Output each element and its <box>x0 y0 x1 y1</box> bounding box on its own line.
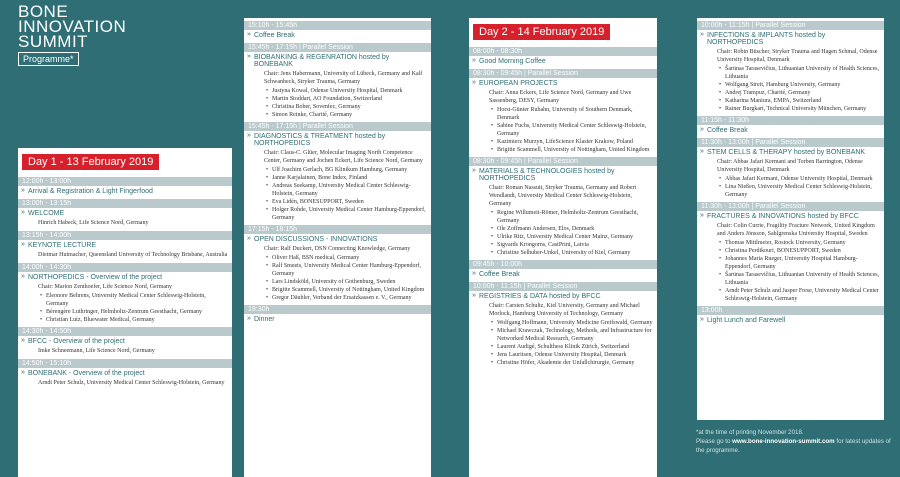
speaker: • Ulrike Ritz, University Medical Center Mainz, Germany <box>469 233 657 241</box>
session-title: » REGISTRIES & DATA hosted by BFCC <box>469 291 657 301</box>
speaker: • Šarūnas Tarasevičius, Lithuanian University of Health Sciences, Lithuania <box>697 65 884 81</box>
footer-note: *at the time of printing November 2018. <box>696 429 804 436</box>
session-title: » MATERIALS & TECHNOLOGIES hosted by NORTHOPEDICS <box>469 166 657 183</box>
speaker: • Ralf Smeets, University Medical Center Hamburg-Eppendorf, Germany <box>244 262 431 278</box>
speaker: • Kazimierz Murzyn, LifeScience Klaster Krakow, Poland <box>469 138 657 146</box>
session-title: » Arrival & Registration & Light Fingerfood <box>18 186 232 196</box>
speaker: • Andrej Trampuz, Charité, Germany <box>697 89 884 97</box>
speaker: • Wolfgang Hoffmann, University Medicine Greifswald, Germany <box>469 319 657 327</box>
speaker: • Holger Rohde, University Medical Center Hamburg-Eppendorf, Germany <box>244 206 431 222</box>
speaker: • Rainer Burgkart, Technical University München, Germany <box>697 105 884 113</box>
session-title: » STEM CELLS & THERAPY hosted by BONEBANK <box>697 147 884 157</box>
footer-pre: Please go to <box>696 438 733 445</box>
session-chair: Chair: Colin Currie, Fragility Fracture Network, United Kingdom and Anders Jönsson, Sahlgrenska University Hospital, Sweden <box>717 223 875 237</box>
session-chair: Dietmar Hutmacher, Queensland University of Technology Brisbane, Australia <box>38 252 228 258</box>
session-chair: Chair: Roman Nassutt, Stryker Trauma, Germany and Robert Wendlandt, University Medical Center Schleswig-Holstein, Germany <box>489 185 637 207</box>
session-title: » BIOBANKING & REGENRATION hosted by BONEBANK <box>244 52 431 69</box>
session-chair: Chair: Ralf Duckert, DSN Connecting Knowledge, Germany <box>264 246 411 252</box>
time-bar: 13:00h - 13:15h <box>18 199 232 208</box>
speaker: • Christian Lutz, Bluewater Medical, Germany <box>18 316 232 324</box>
session-chair: Chair: Claus-C. Glüer, Molecular Imaging North Competence Center, Germany and Jochen Eckert, Life Science Nord, Germany <box>264 150 423 164</box>
speaker: • Christine Selhuber-Unkel, University of Kiel, Germany <box>469 249 657 257</box>
time-bar: 17:15h - 18:15h <box>244 225 431 234</box>
time-bar: 13:00h <box>697 306 884 315</box>
speaker: • Thomas Mittlmeier, Rostock University, Germany <box>697 239 884 247</box>
brand-line-1: BONE <box>18 2 69 21</box>
speaker: • Regine Willumeit-Römer, Helmholtz-Zentrum Geesthacht, Germany <box>469 209 657 225</box>
programme-label: Programme* <box>18 52 79 66</box>
column-day1-cont <box>244 18 431 477</box>
footer-updates <box>696 437 896 455</box>
speaker: • Horst-Günter Rubahn, University of Southern Denmark, Denmark <box>469 106 657 122</box>
speaker: • Andreas Seekamp, University Medical Center Schleswig-Holstein, Germany <box>244 182 431 198</box>
session-chair: Imke Schneemann, Life Science Nord, Germany <box>38 348 155 354</box>
speaker: • Abbas Jafari Kermani, Odense University Hospital, Denmark <box>697 175 884 183</box>
session-chair: Hinrich Habeck, Life Science Nord, Germany <box>38 220 149 226</box>
footer <box>696 428 896 455</box>
time-bar: 08:30h - 09:45h | Parallel Session <box>469 69 657 78</box>
session-title: » NORTHOPEDICS - Overview of the project <box>18 272 232 282</box>
speaker: • Laurent Audigé, Schulthess Klinik Zürich, Switzerland <box>469 343 657 351</box>
speaker: • Oliver Haß, BSN medical, Germany <box>244 254 431 262</box>
session-title: » FRACTURES & INNOVATIONS hosted by BFCC <box>697 211 884 221</box>
session-title: » OPEN DISCUSSIONS - INNOVATIONS <box>244 234 431 244</box>
session-title: » BONEBANK - Overview of the project <box>18 368 232 378</box>
time-bar: 12:00h - 13:00h <box>18 177 232 186</box>
session-title: » BFCC - Overview of the project <box>18 336 232 346</box>
speaker: • Gregor Däubler, Verband der Ersatzkassen e. V., Germany <box>244 294 431 302</box>
brand-line-2: INNOVATION <box>18 17 127 36</box>
session-chair: Chair: Marion Zenthoefer, Life Science Nord, Germany <box>38 284 173 290</box>
session-title: » Good Morning Coffee <box>469 56 657 66</box>
website-link[interactable]: www.bone-innovation-summit.com <box>732 438 835 445</box>
speaker: • Jens Lauritsen, Odense University Hospital, Denmark <box>469 351 657 359</box>
session-title: » DIAGNOSTICS & TREATMENT hosted by NORTHOPEDICS <box>244 131 431 148</box>
speaker: • Christine Höfer, Akademie der Unfallchirurgie, Germany <box>469 359 657 367</box>
session-title: » Light Lunch and Farewell <box>697 315 884 325</box>
speaker: • Eva Lidén, BONESUPPORT, Sweden <box>244 198 431 206</box>
speaker: • Lina Nießen, University Medical Center Schleswig-Holstein, Germany <box>697 183 884 199</box>
session-chair: Chair: Carsten Schultz, Kiel University, Germany and Michael Morlock, Hamburg University of Technology, Germany <box>489 303 640 317</box>
speaker: • Bérengère Luthringer, Helmholtz-Zentrum Geesthacht, Germany <box>18 308 232 316</box>
column-day1 <box>18 148 232 477</box>
time-bar: 14:00h - 14:30h <box>18 263 232 272</box>
speaker: • Janne Karjalainen, Bone Index, Finland <box>244 174 431 182</box>
speaker: • Christina Perdikouri, BONESUPPORT, Sweden <box>697 247 884 255</box>
session-title: » KEYNOTE LECTURE <box>18 240 232 250</box>
speaker: • Ulf Joachim Gerlach, BG Klinikum Hamburg, Germany <box>244 166 431 174</box>
time-bar: 19:30h <box>244 305 431 314</box>
session-chair: Chair: Anna Eckers, Life Science Nord, Germany and Uwe Sassenberg, DESY, Germany <box>489 90 632 104</box>
speaker: • Šarūnas Tarasevičius, Lithuanian University of Health Sciences, Lithuania <box>697 271 884 287</box>
speaker: • Johannes Maria Rueger, University Hospital Hamburg-Eppendorf, Germany <box>697 255 884 271</box>
session-chair: Chair: Robin Büscher, Stryker Trauma and Hagen Schmal, Odense University Hospital, Denmark <box>717 49 878 63</box>
session-title: » Dinner <box>244 314 431 324</box>
session-title: » Coffee Break <box>244 30 431 40</box>
speaker: • Wolfgang Streit, Hamburg University, Germany <box>697 81 884 89</box>
speaker: • Lars Lindsköld, University of Gothenburg, Sweden <box>244 278 431 286</box>
speaker: • Arndt Peter Schulz and Jasper Frese, University Medical Center Schleswig-Holstein, Germany <box>697 287 884 303</box>
time-bar: 14:30h - 14:50h <box>18 327 232 336</box>
day-header: Day 2 - 14 February 2019 <box>473 24 610 40</box>
column-day2-cont <box>697 18 884 420</box>
day-header: Day 1 - 13 February 2019 <box>22 154 159 170</box>
time-bar: 14:50h - 15:10h <box>18 359 232 368</box>
speaker: • Brigitte Scammell, University of Nottingham, United Kingdom <box>244 286 431 294</box>
time-bar: 15:45h - 17:15h | Parallel Session <box>244 43 431 52</box>
session-title: » Coffee Break <box>697 125 884 135</box>
time-bar: 10:00h - 11:15h | Parallel Session <box>469 282 657 291</box>
time-bar: 09:45h - 10:00h <box>469 260 657 269</box>
time-bar: 11:30h - 13:00h | Parallel Session <box>697 138 884 147</box>
session-title: » INFECTIONS & IMPLANTS hosted by NORTHOPEDICS <box>697 30 884 47</box>
brand-line-3: SUMMIT <box>18 32 89 51</box>
session-title: » EUROPEAN PROJECTS <box>469 78 657 88</box>
time-bar: 10:00h - 11:15h | Parallel Session <box>697 21 884 30</box>
speaker: • Martin Stoddart, AO Foundation, Switzerland <box>244 95 431 103</box>
time-bar: 08:00h - 08:30h <box>469 47 657 56</box>
session-title: » WELCOME <box>18 208 232 218</box>
brand <box>18 4 126 67</box>
speaker: • Eleonore Behrens, University Medical Center Schleswig-Holstein, Germany <box>18 292 232 308</box>
time-bar: 15:45h - 17:15h | Parallel Session <box>244 122 431 131</box>
column-day2 <box>469 18 657 477</box>
time-bar: 11:15h - 11:30h <box>697 116 884 125</box>
speaker: • Ole Zoffmann Andersen, Elos, Denmark <box>469 225 657 233</box>
time-bar: 13:15h - 14:00h <box>18 231 232 240</box>
speaker: • Sabine Fuchs, University Medical Center Schleswig-Holstein, Germany <box>469 122 657 138</box>
footer-post: for latest updates of the programme. <box>696 438 891 454</box>
time-bar: 08:30h - 09:45h | Parallel Session <box>469 157 657 166</box>
speaker: • Katharina Maniura, EMPA, Switzerland <box>697 97 884 105</box>
time-bar: 11:30h - 13:00h | Parallel Session <box>697 202 884 211</box>
speaker: • Brigitte Scammell, University of Nottingham, United Kingdom <box>469 146 657 154</box>
session-chair: Arndt Peter Schulz, University Medical Center Schleswig-Holstein, Germany <box>38 380 225 386</box>
speaker: • Justyna Kowal, Odense University Hospital, Denmark <box>244 87 431 95</box>
speaker: • Christina Bober, Sovenfec, Germany <box>244 103 431 111</box>
speaker: • Sigvards Krongorns, CastPrint, Latvia <box>469 241 657 249</box>
session-title: » Coffee Break <box>469 269 657 279</box>
session-chair: Chair: Jens Habermann, University of Lübeck, Germany and Kalf Schwanbeck, Stryker Trauma, Germany <box>264 71 423 85</box>
time-bar: 15:10h - 15:45h <box>244 21 431 30</box>
session-chair: Chair: Abbas Jafari Kermani and Torben Barrington, Odense University Hospital, Denmark <box>717 159 863 173</box>
speaker: • Simon Reinke, Charité, Germany <box>244 111 431 119</box>
speaker: • Michael Krawczak, Technology, Methods, and Infrastructure for Networked Medical Research, Germany <box>469 327 657 343</box>
